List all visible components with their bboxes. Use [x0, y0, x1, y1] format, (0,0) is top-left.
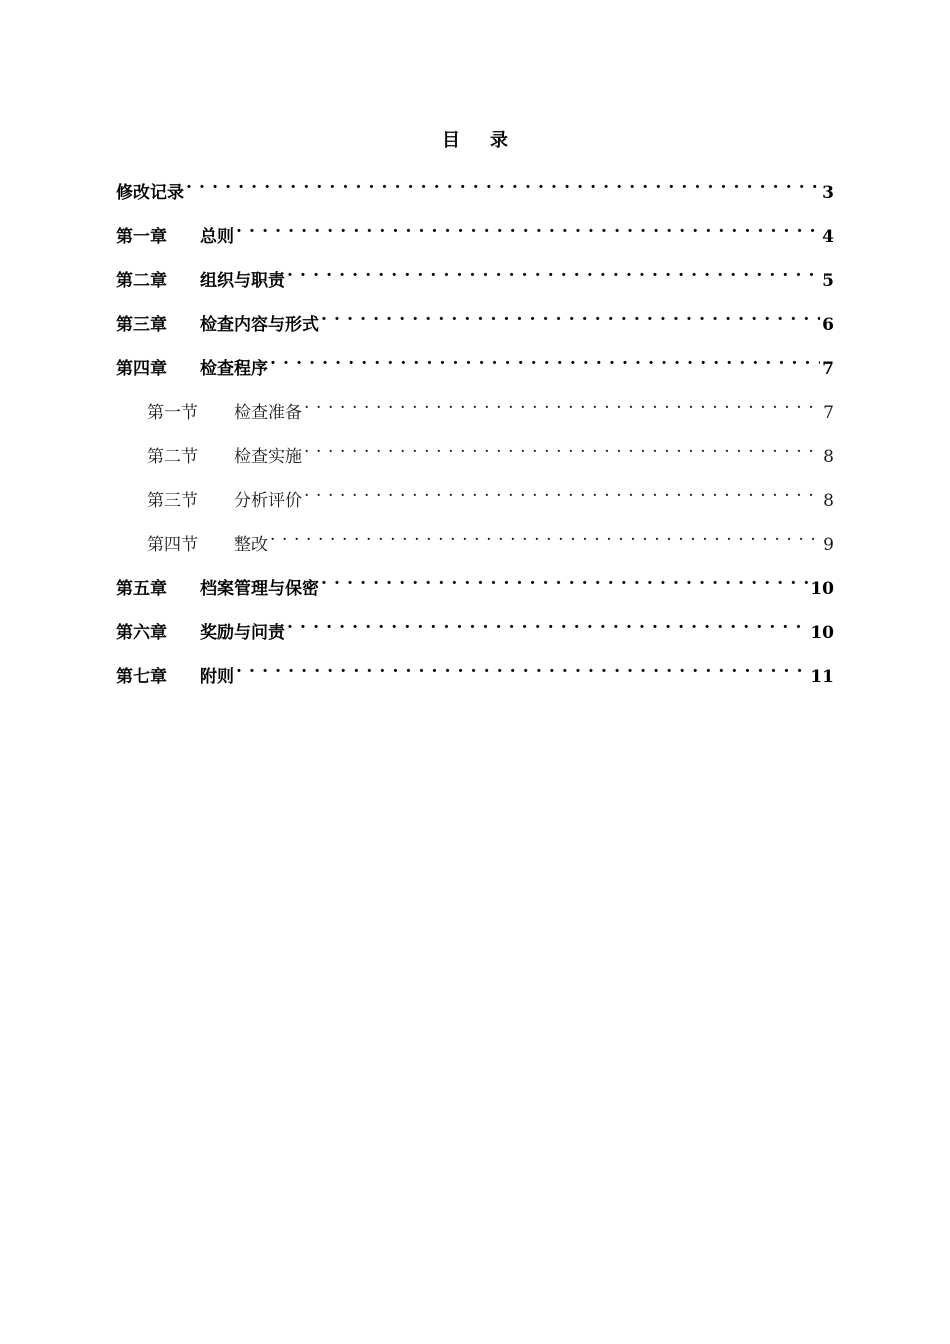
toc-entry-chapter-1[interactable]	[116, 212, 834, 256]
toc-entry-title: 奖励与问责	[200, 623, 285, 643]
toc-entry-page: 5	[822, 271, 834, 291]
dot-leader	[304, 432, 821, 462]
toc-entry-number: 第三章	[116, 315, 167, 335]
toc-entry-page: 6	[822, 315, 834, 335]
toc-entry-page: 8	[823, 447, 834, 467]
toc-entry-title: 修改记录	[116, 183, 184, 203]
toc-entry-number: 第四章	[116, 359, 167, 379]
toc-title-left: 目	[442, 130, 460, 151]
toc-entry-title: 总则	[200, 227, 234, 247]
toc-entry-page: 7	[822, 359, 834, 379]
toc-entry-title: 组织与职责	[200, 271, 285, 291]
toc-entry-title: 分析评价	[234, 491, 302, 511]
toc-entry-page: 7	[823, 403, 834, 423]
toc-title	[0, 126, 950, 152]
toc-entry-page: 9	[823, 535, 834, 555]
toc-entry-number: 第七章	[116, 667, 167, 687]
toc-entry-page: 4	[822, 227, 834, 247]
toc-entry-page: 3	[822, 183, 834, 203]
toc-entry-chapter-3[interactable]	[116, 300, 834, 344]
toc-entry-section-3[interactable]	[116, 476, 834, 520]
toc-entry-title: 附则	[200, 667, 234, 687]
dot-leader	[287, 256, 820, 286]
dot-leader	[304, 476, 821, 506]
toc-entry-title: 整改	[234, 535, 268, 555]
toc-entry-page: 11	[810, 667, 834, 687]
toc-entry-title: 检查实施	[234, 447, 302, 467]
toc-entry-chapter-2[interactable]	[116, 256, 834, 300]
toc-entry-section-2[interactable]	[116, 432, 834, 476]
toc-entry-chapter-5[interactable]	[116, 564, 834, 608]
toc-entry-page: 8	[823, 491, 834, 511]
dot-leader	[186, 168, 820, 198]
dot-leader	[321, 564, 808, 594]
toc-entry-number: 第二章	[116, 271, 167, 291]
dot-leader	[321, 300, 820, 330]
toc-entry-chapter-7[interactable]	[116, 652, 834, 696]
dot-leader	[304, 388, 821, 418]
toc-entry-section-4[interactable]	[116, 520, 834, 564]
toc-entry-number: 第二节	[147, 447, 198, 467]
toc-entry-number: 第五章	[116, 579, 167, 599]
toc-entry-title: 检查程序	[200, 359, 268, 379]
dot-leader	[236, 652, 808, 682]
toc-entry-number: 第一章	[116, 227, 167, 247]
toc-entry-number: 第六章	[116, 623, 167, 643]
toc-entry-number: 第四节	[147, 535, 198, 555]
toc-entry-number: 第三节	[147, 491, 198, 511]
toc-entry-chapter-4[interactable]	[116, 344, 834, 388]
toc-entry-title: 档案管理与保密	[200, 579, 319, 599]
dot-leader	[236, 212, 820, 242]
toc-entry-section-1[interactable]	[116, 388, 834, 432]
toc-list	[116, 168, 834, 696]
dot-leader	[287, 608, 808, 638]
toc-entry-revision-record[interactable]	[116, 168, 834, 212]
toc-entry-page: 10	[810, 579, 834, 599]
toc-entry-title: 检查准备	[234, 403, 302, 423]
toc-entry-page: 10	[810, 623, 834, 643]
dot-leader	[270, 520, 821, 550]
toc-entry-chapter-6[interactable]	[116, 608, 834, 652]
toc-entry-number: 第一节	[147, 403, 198, 423]
toc-entry-title: 检查内容与形式	[200, 315, 319, 335]
toc-title-right: 录	[490, 130, 508, 151]
dot-leader	[270, 344, 820, 374]
